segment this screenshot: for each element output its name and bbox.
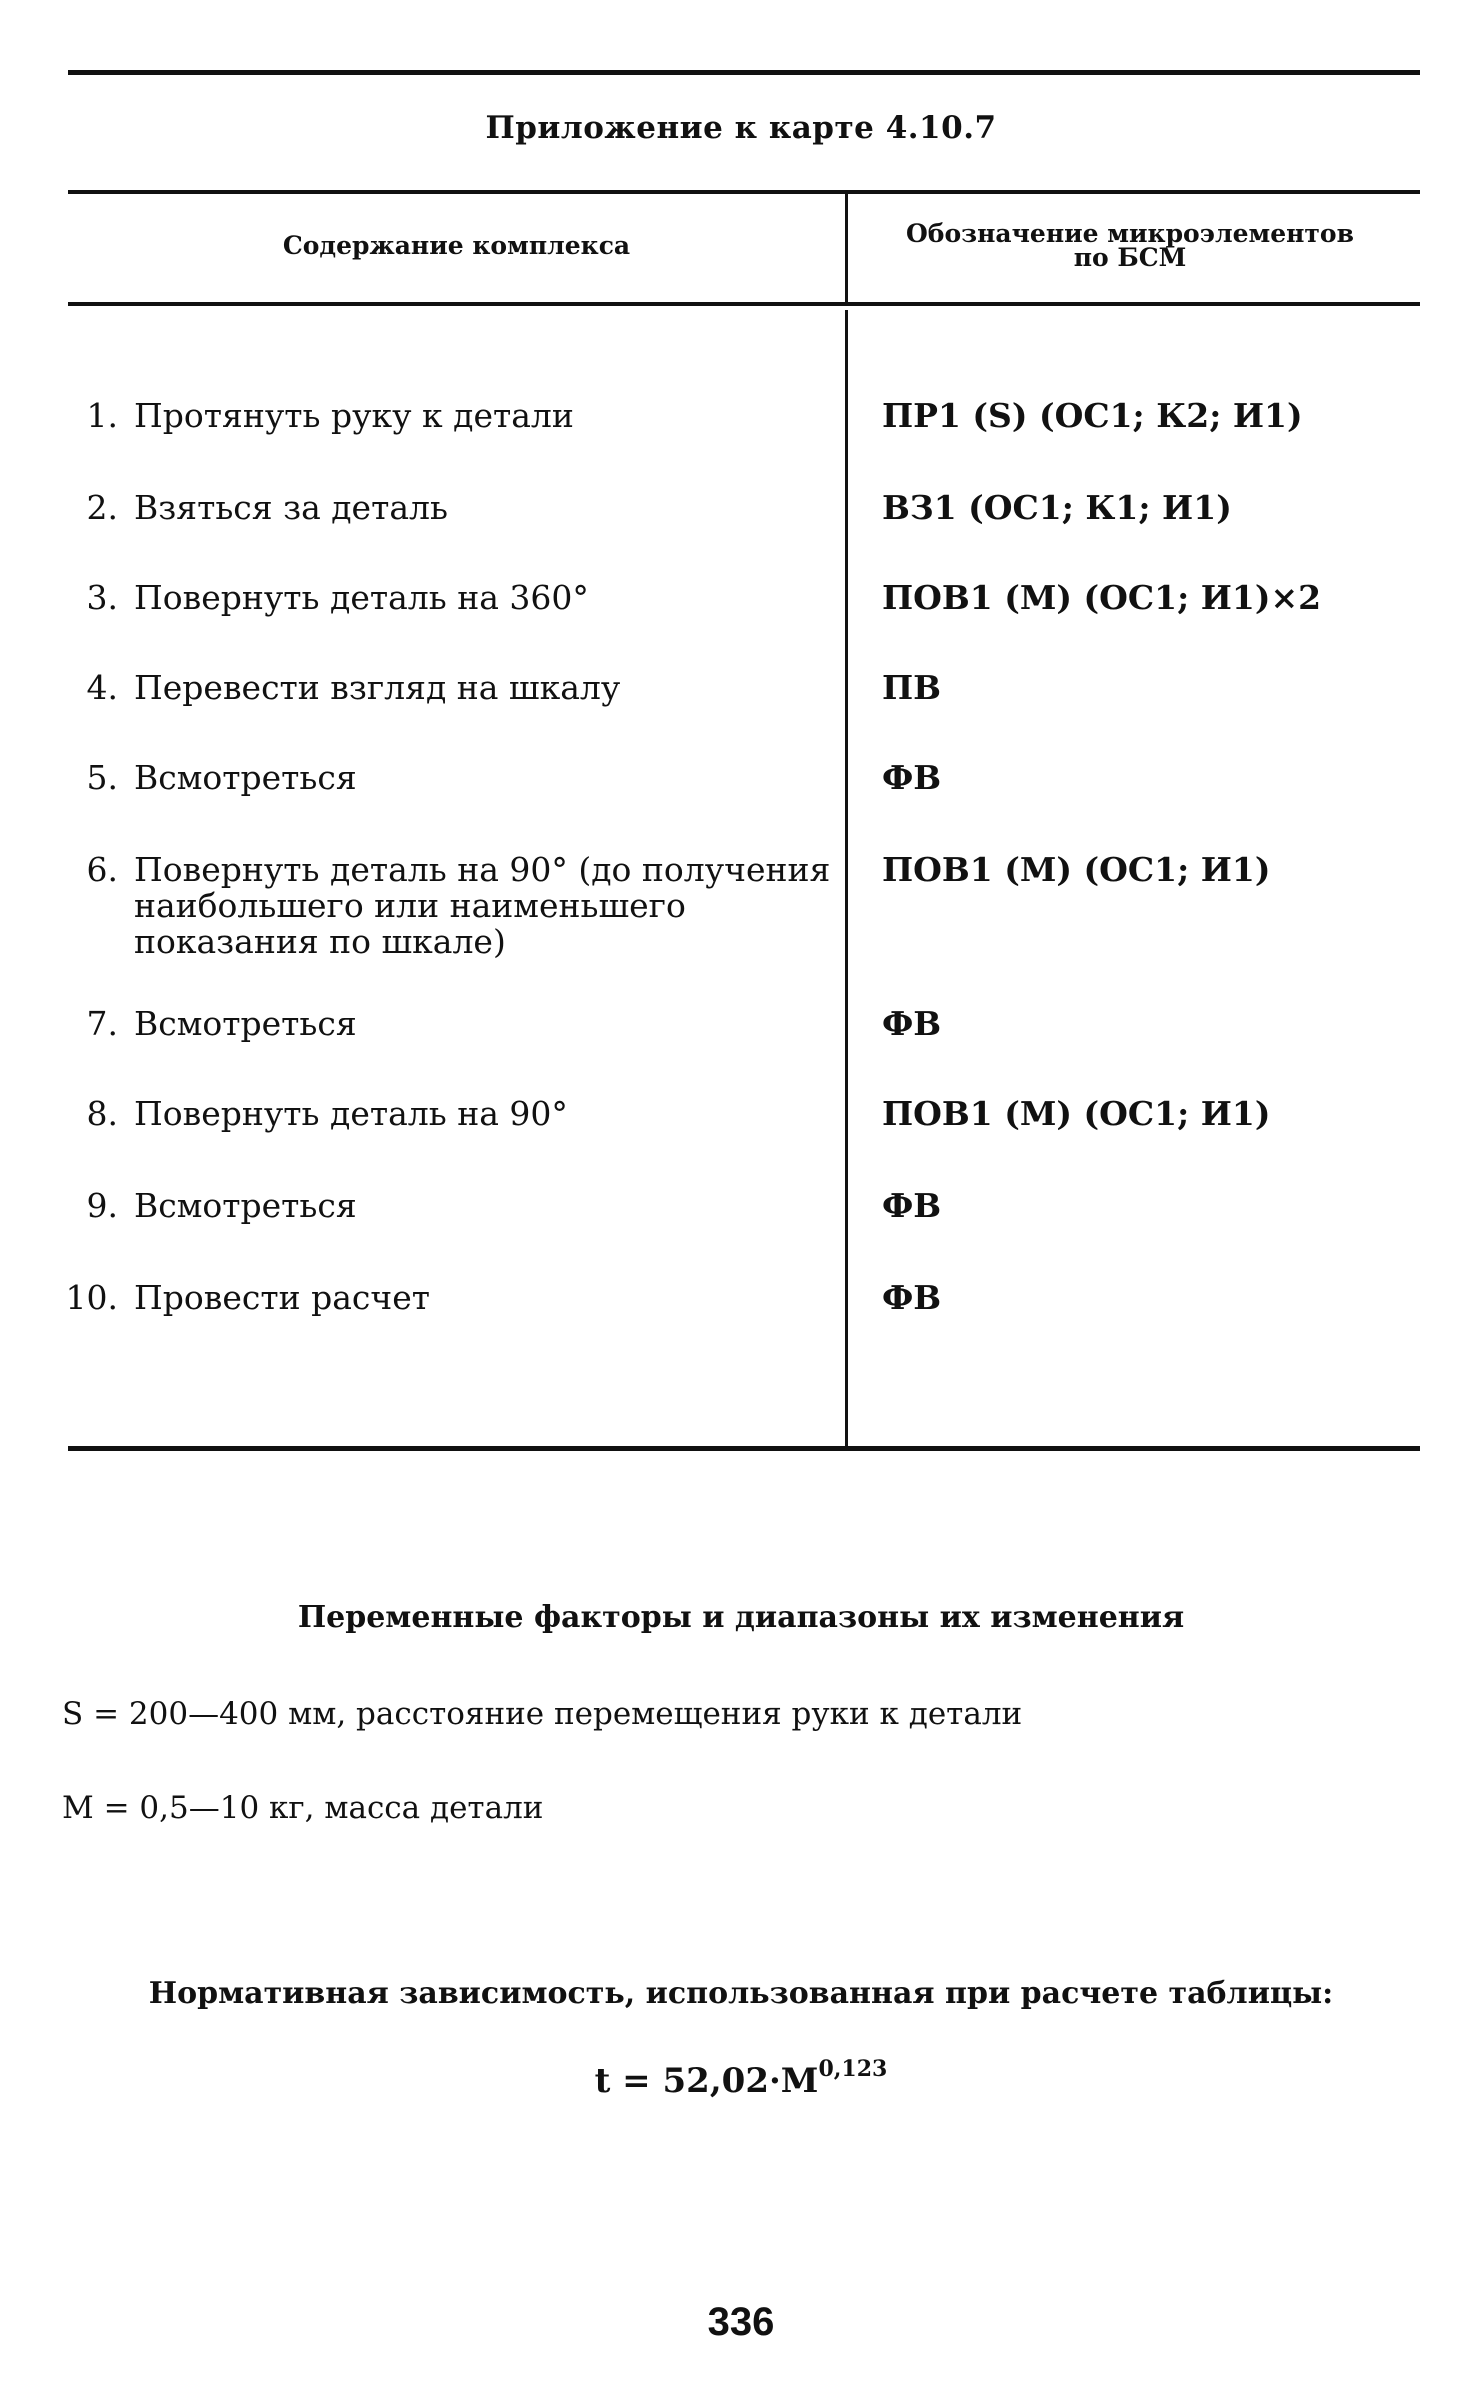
row-description: Всмотреться	[134, 758, 357, 797]
row-code: ПР1 (S) (ОС1; К2; И1)	[882, 396, 1303, 435]
top-rule	[68, 70, 1420, 75]
row-description: Повернуть деталь на 90° (до получения наибольшего или наименьшего показания по шкале)	[134, 850, 831, 961]
table-top-rule	[68, 190, 1420, 194]
formula-base: t = 52,02·M	[594, 2061, 819, 2101]
row-number: 7.	[86, 1004, 118, 1043]
row-number: 10.	[65, 1278, 118, 1317]
normative-title: Нормативная зависимость, использованная при расчете таблицы:	[148, 1976, 1334, 2011]
variable-m: М = 0,5—10 кг, масса детали	[62, 1790, 544, 1826]
row-code: ПОВ1 (М) (ОС1; И1)×2	[882, 578, 1322, 617]
row-description: Всмотреться	[134, 1004, 357, 1043]
formula-exponent: 0,123	[818, 2056, 888, 2082]
table-header-divider	[845, 192, 848, 302]
row-description: Перевести взгляд на шкалу	[134, 668, 621, 707]
variable-s: S = 200—400 мм, расстояние перемещения руки к детали	[62, 1696, 1023, 1732]
row-description: Всмотреться	[134, 1186, 357, 1225]
row-description: Протянуть руку к детали	[134, 396, 574, 435]
row-code: ФВ	[882, 758, 942, 797]
normative-formula	[0, 2056, 1482, 2101]
table-header-rule	[68, 302, 1420, 306]
row-number: 2.	[86, 488, 118, 527]
table-bottom-rule	[68, 1446, 1420, 1451]
row-code: ФВ	[882, 1186, 942, 1225]
row-description: Повернуть деталь на 360°	[134, 578, 589, 617]
row-description: Взяться за деталь	[134, 488, 448, 527]
page-title: Приложение к карте 4.10.7	[485, 110, 997, 146]
row-number: 8.	[86, 1094, 118, 1133]
row-code: ПОВ1 (М) (ОС1; И1)	[882, 850, 1271, 889]
row-description: Провести расчет	[134, 1278, 430, 1317]
row-number: 5.	[86, 758, 118, 797]
page-number: 336	[707, 2300, 775, 2344]
row-number: 1.	[86, 396, 118, 435]
column-header-line2: по БСМ	[1073, 243, 1187, 272]
row-code: ФВ	[882, 1004, 942, 1043]
table-column-divider	[845, 310, 848, 1446]
column-header-content: Содержание комплекса	[282, 231, 631, 260]
variables-title: Переменные факторы и диапазоны их изменения	[297, 1600, 1185, 1635]
row-number: 6.	[86, 850, 118, 889]
row-code: ПОВ1 (М) (ОС1; И1)	[882, 1094, 1271, 1133]
row-description: Повернуть деталь на 90°	[134, 1094, 568, 1133]
row-number: 4.	[86, 668, 118, 707]
row-number: 9.	[86, 1186, 118, 1225]
row-number: 3.	[86, 578, 118, 617]
row-code: ВЗ1 (ОС1; К1; И1)	[882, 488, 1232, 527]
column-header-designation	[880, 219, 1380, 272]
column-header-line1: Обозначение микроэлементов	[906, 219, 1354, 248]
row-code: ПВ	[882, 668, 942, 707]
row-code: ФВ	[882, 1278, 942, 1317]
